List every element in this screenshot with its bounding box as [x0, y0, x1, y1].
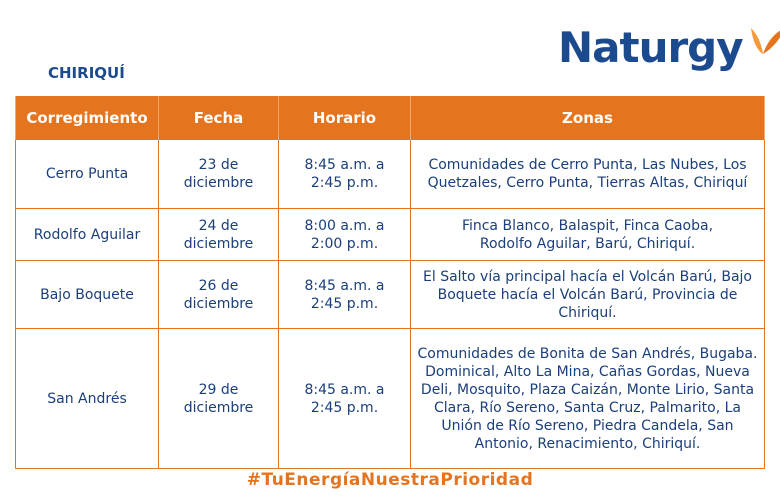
campaign-hashtag: #TuEnergíaNuestraPrioridad — [246, 470, 534, 490]
cell-zonas: Finca Blanco, Balaspit, Finca Caoba, Rodolfo Aguilar, Barú, Chiriquí. — [411, 209, 765, 261]
naturgy-logo — [558, 22, 780, 82]
cell-fecha: 29 de diciembre — [159, 329, 279, 469]
table-row — [16, 329, 765, 469]
cell-corregimiento: Cerro Punta — [16, 140, 159, 209]
header-corregimiento: Corregimiento — [16, 96, 159, 140]
cell-horario: 8:00 a.m. a 2:00 p.m. — [279, 209, 411, 261]
logo-wordmark: Naturgy — [558, 23, 743, 72]
cell-zonas: Comunidades de Cerro Punta, Las Nubes, Los Quetzales, Cerro Punta, Tierras Altas, Chiriquí — [411, 140, 765, 209]
cell-fecha: 23 de diciembre — [159, 140, 279, 209]
cell-fecha: 26 de diciembre — [159, 261, 279, 329]
cell-zonas: Comunidades de Bonita de San Andrés, Bugaba. Dominical, Alto La Mina, Cañas Gordas, Nueva Deli, Mosquito, Plaza Caizán, Monte Lirio, Santa Clara, Río Sereno, Santa Cruz, Palmarito, La Unión de Río Sereno, Piedra Candela, San Antonio, Renacimiento, Chiriquí. — [411, 329, 765, 469]
region-title: CHIRIQUÍ — [48, 64, 125, 82]
table-row — [16, 140, 765, 209]
cell-corregimiento: Bajo Boquete — [16, 261, 159, 329]
cell-fecha: 24 de diciembre — [159, 209, 279, 261]
cell-horario: 8:45 a.m. a 2:45 p.m. — [279, 329, 411, 469]
cell-corregimiento: San Andrés — [16, 329, 159, 469]
header-fecha: Fecha — [159, 96, 279, 140]
butterfly-icon — [747, 24, 780, 64]
table-row — [16, 261, 765, 329]
header-horario: Horario — [279, 96, 411, 140]
cell-horario: 8:45 a.m. a 2:45 p.m. — [279, 261, 411, 329]
table-row — [16, 209, 765, 261]
cell-zonas: El Salto vía principal hacía el Volcán Barú, Bajo Boquete hacía el Volcán Barú, Provincia de Chiriquí. — [411, 261, 765, 329]
cell-corregimiento: Rodolfo Aguilar — [16, 209, 159, 261]
schedule-table — [15, 96, 765, 469]
table-header-row — [16, 96, 765, 140]
cell-horario: 8:45 a.m. a 2:45 p.m. — [279, 140, 411, 209]
header-zonas: Zonas — [411, 96, 765, 140]
